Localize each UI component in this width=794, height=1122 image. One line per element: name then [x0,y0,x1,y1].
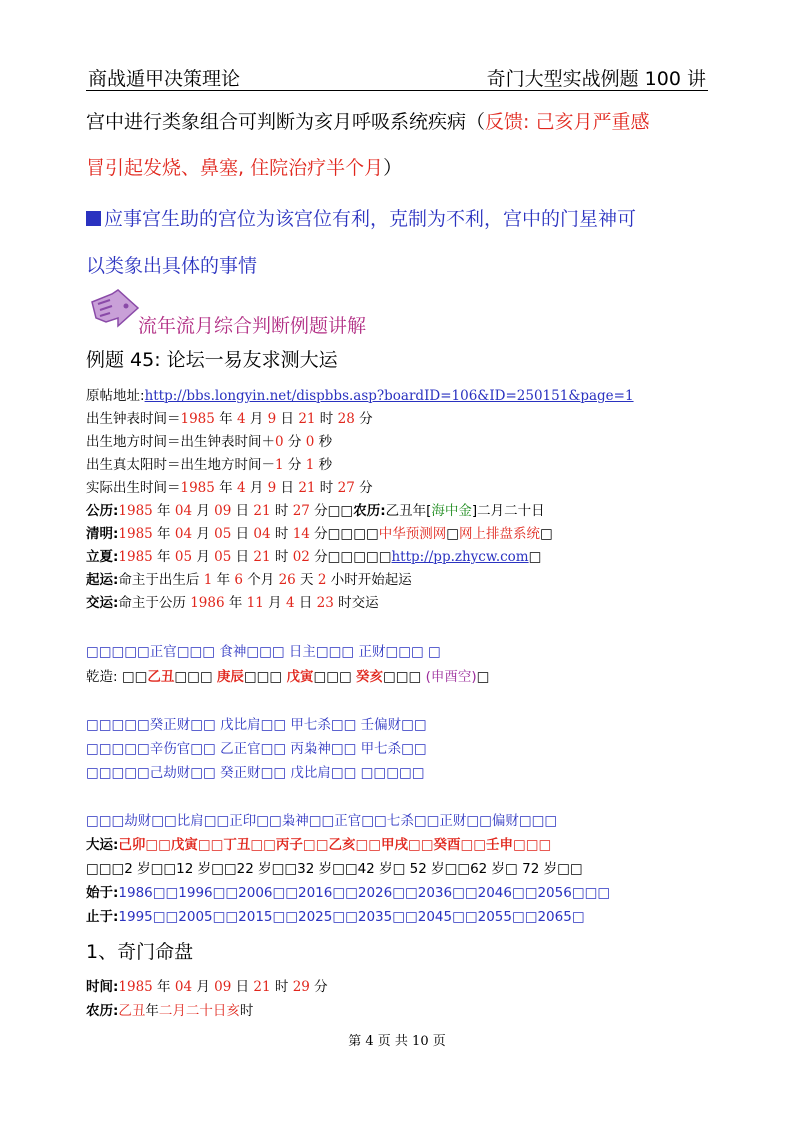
unit: 时交运 [333,595,379,611]
lixia-line [86,545,541,565]
year-pillar: 乙丑 [147,669,175,685]
source-url-line [86,384,634,404]
value: 04 [174,526,193,542]
header-left-title: 商战遁甲决策理论 [88,68,241,90]
value: 1985 [118,979,153,995]
value: 05 [214,549,232,565]
label: 公历: [86,503,119,519]
unit: 年 [152,979,175,995]
spacer: □□□ [174,669,217,685]
label: 起运: [86,572,119,588]
value: 21 [253,979,271,995]
value: 21 [298,411,316,427]
unit: 年 [145,1003,159,1019]
unit: 分 [283,434,306,450]
unit: 年 [214,411,237,427]
section-title: 流年流月综合判断例题讲解 [138,315,367,337]
qiyun-line [86,568,412,588]
page-footer: 第 4 页 共 10 页 [348,1034,446,1049]
paipan-url-link[interactable]: http://pp.zhycw.com [391,549,529,565]
value: 0 [305,434,315,450]
nayin: 海中金 [431,503,472,519]
canggan-line-1: □□□□□癸正财□□ 戊比肩□□ 甲七杀□□ 壬偏财□□ [86,717,427,733]
dayun-end-line [86,905,585,925]
spacer: □ [476,669,490,685]
value: 04 [253,526,271,542]
unit: 时 [239,1003,254,1019]
value: 28 [337,411,355,427]
dayun-ganzhi: 己卯□□戊寅□□丁丑□□丙子□□乙亥□□甲戌□□癸酉□□壬申□□□ [118,837,552,853]
unit: 时 [270,979,293,995]
paragraph-rule-cont [86,251,257,278]
unit: 日 [294,595,317,611]
end-years: 1995□□2005□□2015□□2025□□2035□□2045□□2055□□2065□ [118,909,585,925]
spacer: □□□ [383,669,426,685]
text: □ [446,526,459,542]
value: 亥 [226,1003,240,1019]
diagnosis-text: 宫中进行类象组合可判断为亥月呼吸系统疾病（ [86,111,486,133]
value: 1985 [118,526,153,542]
unit: 日 [276,480,299,496]
unit: 月 [192,526,215,542]
value: 14 [292,526,310,542]
value: 26 [278,572,296,588]
unit: 个月 [242,572,279,588]
qingming-line [86,522,553,542]
time-line [86,975,328,995]
nongli-line [86,999,253,1019]
unit: 秒 [314,457,333,473]
paragraph-diagnosis-cont [86,153,402,180]
value: 0 [275,434,284,450]
unit: 天 [295,572,318,588]
value: 1985 [118,503,153,519]
birth-actual-line [86,476,373,496]
value: 1 [203,572,213,588]
value: 2 [317,572,327,588]
paragraph-rule [86,204,636,231]
feedback-text-cont: 冒引起发烧、鼻塞, 住院治疗半个月 [86,157,384,179]
text: □ [539,526,553,542]
unit: 日 [231,503,254,519]
value: 9 [267,480,277,496]
value: 9 [267,411,277,427]
bazi-shishen-line: □□□□□正官□□□ 食神□□□ 日主□□□ 正财□□□ □ [86,644,441,660]
unit: 分 [354,480,373,496]
unit: 时 [270,549,293,565]
kongwang: (申酉空) [425,669,477,685]
value: 27 [292,503,310,519]
canggan-line-2: □□□□□辛伤官□□ 乙正官□□ 丙枭神□□ 甲七杀□□ [86,741,427,757]
unit: 时 [270,526,293,542]
unit: 年 [212,572,235,588]
feedback-text: 反馈: 己亥月严重感 [485,111,650,133]
unit: 年 [152,549,175,565]
label: 大运: [86,837,119,853]
section-heading: 1、奇门命盘 [86,941,194,963]
value: 乙丑 [118,1003,146,1019]
value: 1 [305,457,315,473]
header-right-title: 奇门大型实战例题 100 讲 [486,68,706,90]
value: 23 [316,595,334,611]
unit: 分 [283,457,306,473]
unit: 分□□□□□ [309,549,392,565]
value: 05 [174,549,193,565]
unit: 月 [192,503,215,519]
unit: 月 [245,411,268,427]
label: 农历: [353,503,386,519]
value: 1 [275,457,284,473]
site-name: 中华预测网 [378,526,447,542]
label: 农历: [86,1003,119,1019]
unit: 年 [152,503,175,519]
birth-clock-line [86,407,373,427]
day-pillar: 戊寅 [286,669,314,685]
text: □ [528,549,542,565]
birth-place-line [86,430,332,450]
value: 4 [236,411,246,427]
dayun-line [86,833,551,853]
unit: 月 [192,979,215,995]
source-url-link[interactable]: http://bbs.longyin.net/dispbbs.asp?boardID=106&ID=250151&page=1 [144,388,634,404]
unit: 日 [231,526,254,542]
value: 27 [337,480,355,496]
unit: 日 [231,979,254,995]
value: 04 [174,979,193,995]
value: 1985 [180,480,215,496]
label: 时间: [86,979,119,995]
value: 4 [236,480,246,496]
pointing-hand-icon [88,288,140,332]
value: 1985 [118,549,153,565]
text: 乙丑年[ [385,503,432,519]
unit: 日 [231,549,254,565]
value: 09 [214,979,232,995]
value: 21 [253,503,271,519]
value: 02 [292,549,310,565]
qianzao-label: 乾造: □□ [86,669,148,685]
unit: 时 [315,411,338,427]
label: 立夏: [86,549,119,565]
paragraph-diagnosis [86,107,649,134]
label: 出生钟表时间＝ [86,411,181,427]
value: 6 [234,572,243,588]
value: 04 [174,503,193,519]
value: 09 [214,503,232,519]
label: 实际出生时间＝ [86,480,181,496]
label: 交运: [86,595,119,611]
value: 11 [246,595,264,611]
unit: 年 [214,480,237,496]
unit: 分 [309,979,328,995]
closing-paren: ） [383,157,403,179]
label: 始于: [86,885,119,901]
unit: 分 [354,411,373,427]
spacer: □□□ [313,669,357,685]
label: 止于: [86,909,119,925]
unit: 日 [276,411,299,427]
unit: 时 [315,480,338,496]
url-label: 原帖地址: [86,388,145,404]
system-name: 网上排盘系统 [458,526,540,542]
dayun-start-line [86,881,610,901]
square-bullet-icon [86,211,101,226]
value: 05 [214,526,232,542]
qianzao-line [86,665,489,685]
value: 29 [292,979,310,995]
dayun-shishen-line: □□□劫财□□比肩□□正印□□枭神□□正官□□七杀□□正财□□偏财□□□ [86,813,558,829]
unit: 分□□ [309,503,354,519]
value: 1985 [180,411,215,427]
unit: 月 [263,595,286,611]
value: 1986 [190,595,225,611]
unit: 月 [192,549,215,565]
canggan-line-3: □□□□□己劫财□□ 癸正财□□ 戊比肩□□ □□□□□ [86,765,425,781]
label: 出生真太阳时＝出生地方时间－ [86,457,275,473]
text: 命主于出生后 [118,572,204,588]
spacer: □□□ [243,669,287,685]
hour-pillar: 癸亥 [356,669,384,685]
birth-solar-line [86,453,332,473]
value: 二十日 [185,1003,227,1019]
rule-text-1: 应事宫生助的宫位为该宫位有利，克制为不利，宫中的门星神可 [104,208,637,230]
dayun-ages-line: □□□2 岁□□12 岁□□22 岁□□32 岁□□42 岁□ 52 岁□□62 岁□ 72 岁□□ [86,861,583,877]
value: 二月 [158,1003,186,1019]
label: 出生地方时间＝出生钟表时间＋ [86,434,275,450]
unit: 分□□□□ [309,526,379,542]
unit: 年 [224,595,247,611]
page-header [86,62,708,91]
label: 清明: [86,526,119,542]
unit: 时 [270,503,293,519]
unit: 年 [152,526,175,542]
value: 21 [253,549,271,565]
text: 命主于公历 [118,595,191,611]
start-years: 1986□□1996□□2006□□2016□□2026□□2036□□2046□□2056□□□ [118,885,611,901]
value: 21 [298,480,316,496]
jiaoyun-line [86,591,379,611]
month-pillar: 庚辰 [216,669,244,685]
gongli-line [86,499,545,519]
unit: 小时开始起运 [326,572,412,588]
unit: 秒 [314,434,333,450]
text: ]二月二十日 [471,503,545,519]
example-title: 例题 45: 论坛一易友求测大运 [86,349,338,371]
rule-text-2: 以类象出具体的事情 [86,255,258,277]
value: 4 [285,595,295,611]
unit: 月 [245,480,268,496]
